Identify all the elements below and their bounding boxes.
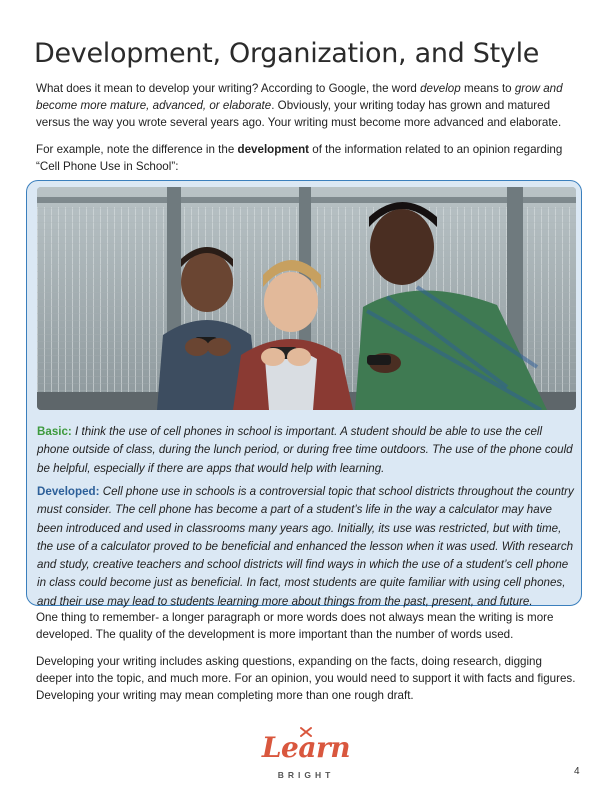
basic-example: Basic: I think the use of cell phones in school is important. A student should be able to use the cell phone outside of class, during the lunch period, or during free time outdoors. The use of the phone could be helpful, especially if there are apps that would help with learning.	[37, 425, 573, 475]
remember-paragraph: One thing to remember- a longer paragraph or more words does not always mean the writing is more developed. The quality of the development is more important than the number of words used.	[36, 611, 554, 641]
page-title: Development, Organization, and Style	[34, 38, 540, 69]
basic-label: Basic:	[37, 425, 72, 438]
logo-subtitle: BRIGHT	[277, 770, 335, 780]
intro-paragraph: What does it mean to develop your writing? According to Google, the word develop means to grow and become more mature, advanced, or elaborate. Obviously, your writing today has grown and matured versus the way you wrote several years ago. Your writing must become more advanced and elaborate.	[36, 82, 563, 129]
developed-example: Developed: Cell phone use in schools is a controversial topic that school districts throughout the country must consider. The cell phone has become a part of a student’s life in the way a calculator may have been introduced and used in classrooms many years ago. Initially, its use was restricted, but with time, the use of a calculator proved to be beneficial and enhanced the lesson when it was used. With research and study, creative teachers and school districts will find ways in which the use of a student’s cell phone in class could become just as beneficial. In fact, most students are quite familiar with using cell phones, and their use may lead to students learning more about things from the past, present, and future.	[37, 485, 574, 608]
developed-label: Developed:	[37, 485, 100, 498]
learn-bright-logo	[250, 729, 362, 785]
students-using-phones-photo	[37, 187, 576, 410]
developing-paragraph: Developing your writing includes asking questions, expanding on the facts, doing research, digging deeper into the topic, and much more. For an opinion, you would need to support it with facts and figures. Developing your writing may mean completing more than one rough draft.	[36, 655, 576, 702]
page-number: 4	[574, 766, 580, 777]
logo-word: Learn	[261, 731, 351, 764]
example-paragraph: For example, note the difference in the development of the information related to an opinion regarding “Cell Phone Use in School”:	[36, 143, 563, 173]
